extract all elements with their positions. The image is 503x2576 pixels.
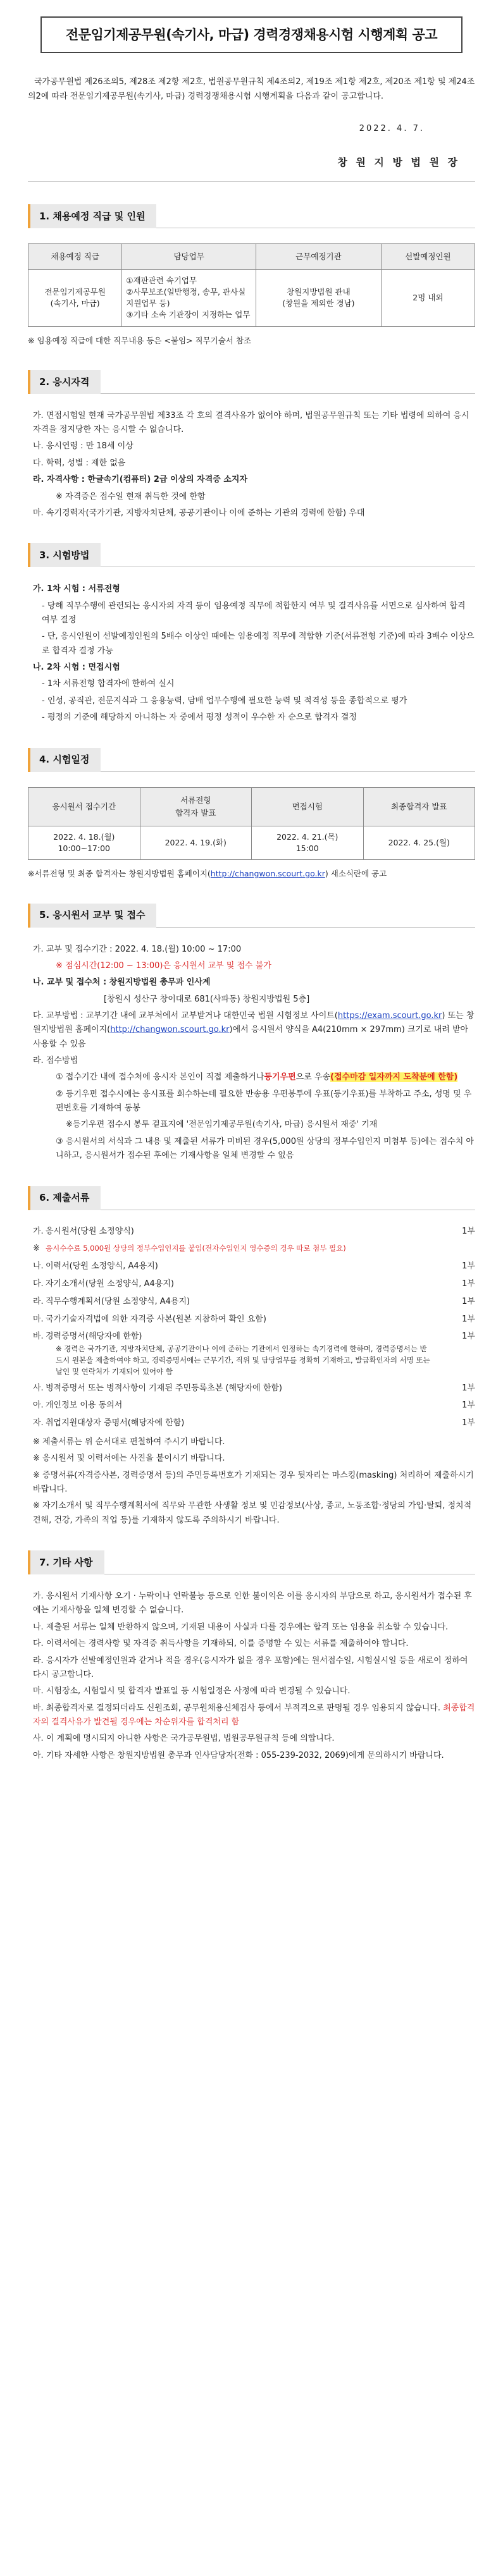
list-item: 가. 면접시험일 현재 국가공무원법 제33조 각 호의 결격사유가 없어야 하며, 법원공무원규칙 또는 기타 법령에 의하여 응시자격을 정지당한 자는 응시할 수 없습니다. (33, 410, 469, 435)
section-header (28, 904, 475, 928)
document-count: 1부 (462, 1401, 475, 1411)
court-homepage-link[interactable]: http://changwon.scourt.go.kr (110, 1025, 230, 1035)
table-row (28, 826, 475, 860)
list-item: 라. 응시자가 선발예정인원과 같거나 적을 경우(응시자가 없을 경우 포함)에는 원서접수일, 시험실시일 등을 새로이 정하여 다시 공고합니다. (33, 1655, 468, 1679)
table-header: 면접시험 (252, 787, 364, 826)
schedule-table (28, 787, 475, 861)
document-label: 병적증명서 또는 병적사항이 기재된 주민등록초본 (해당자에 한함) (46, 1383, 283, 1393)
schedule-note: ※서류전형 및 최종 합격자는 창원지방법원 홈페이지(http://changwon.scourt.go.kr) 새소식란에 공고 (28, 869, 387, 879)
section-title: 1. 채용예정 직급 및 인원 (28, 204, 156, 228)
list-item: 라. 접수방법 (33, 1056, 78, 1066)
list-item: 다. 학력, 성별 : 제한 없음 (33, 458, 126, 468)
list-item: 나. 제출된 서류는 일체 반환하지 않으며, 기재된 내용이 사실과 다를 경우에는 합격 또는 임용을 취소할 수 있습니다. (33, 1622, 449, 1632)
list-item-note: ※등기우편 접수시 봉투 겉표지에 '전문임기제공무원(속기사, 마급) 응시원서 재중' 기재 (66, 1120, 378, 1130)
table-cell-duties (122, 270, 256, 327)
table-cell: 2022. 4. 25.(월) (363, 826, 475, 860)
document-count: 1부 (462, 1332, 475, 1342)
table-cell: 2022. 4. 19.(화) (140, 826, 252, 860)
list-item: 다. 교부방법 : 교부기간 내에 교부처에서 교부받거나 대한민국 법원 시험정보 사이트(https://exam.scourt.go.kr) 또는 창원지방법원 홈페이지(http://changwon.scourt.go.kr)에서 응시원서 양식을 A4(210mm × 297mm) 크기로 내려 받아 사용할 수 있음 (33, 1010, 475, 1049)
list-item: - 평정의 기준에 해당하지 아니하는 자 중에서 평정 성적이 우수한 자 순으로 합격자 결정 (42, 713, 357, 723)
list-item: ③ 응시원서의 서식과 그 내용 및 제출된 서류가 미비된 경우(5,000원 상당의 정부수입인지 미첨부 등)에는 접수치 아니하고, 응시원서가 접수된 후에는 기재사항을 일체 변경할 수 없음 (56, 1136, 474, 1161)
table-cell: 2022. 4. 21.(목) 15:00 (252, 826, 364, 860)
list-item: - 인성, 공직관, 전문지식과 그 응용능력, 담배 업무수행에 필요한 능력 및 적격성 등을 종합적으로 평가 (42, 696, 407, 706)
list-item: 사. 이 계획에 명시되지 아니한 사항은 국가공무원법, 법원공무원규칙 등에 의합니다. (33, 1734, 335, 1744)
section-header (28, 1550, 475, 1574)
document-row (28, 1417, 475, 1430)
list-item: 나. 교부 및 접수처 : 창원지방법원 총무과 인사계 (33, 978, 211, 988)
announcement-date: 2022. 4. 7. (359, 123, 425, 133)
document-row (28, 1278, 475, 1291)
document-row (28, 1313, 475, 1327)
list-item: 마. 속기경력자(국가기관, 지방자치단체, 공공기관이나 이에 준하는 기관의 경력에 한함) 우대 (33, 508, 365, 518)
table-header: 최종합격자 발표 (363, 787, 475, 826)
table-header: 응시원서 접수기간 (28, 787, 140, 826)
document-label: 직무수행계획서(당원 소정양식, A4용지) (46, 1296, 190, 1306)
document-marker: 마. (33, 1314, 44, 1324)
document-row (28, 1296, 475, 1309)
table-row (28, 270, 475, 327)
document-count: 1부 (462, 1279, 475, 1289)
document-count: 1부 (462, 1383, 475, 1393)
list-item-note: ※ 증명서류(자격증사본, 경력증명서 등)의 주민등록번호가 기재되는 경우 뒷자리는 마스킹(masking) 처리하여 제출하시기 바랍니다. (33, 1470, 474, 1495)
document-marker: 바. (33, 1332, 44, 1342)
table-header: 담당업무 (122, 243, 256, 269)
document-label: 응시수수료 5,000원 상당의 정부수입인지를 붙임(전자수입인지 영수증의 경우 따로 첨부 필요) (46, 1244, 346, 1253)
document-row (28, 1382, 475, 1395)
list-item-note: ※ 점심시간(12:00 ~ 13:00)은 응시원서 교부 및 접수 불가 (56, 960, 271, 971)
document-count: 1부 (462, 1261, 475, 1272)
section-header (28, 1186, 475, 1210)
document-marker: 사. (33, 1383, 44, 1393)
document-label: 개인정보 이용 동의서 (46, 1401, 123, 1411)
list-item: 아. 기타 자세한 사항은 창원지방법원 총무과 인사담당자(전화 : 055-239-2032, 2069)에게 문의하시기 바랍니다. (33, 1750, 444, 1760)
list-item: ① 접수기간 내에 접수처에 응시자 본인이 직접 제출하거나등기우편으로 우송(접수마감 일자까지 도착분에 한함) (56, 1072, 458, 1083)
documents-list (28, 1382, 475, 1430)
duty-item: ①재판관련 속기업무 (126, 276, 197, 285)
table-cell-rank: 전문임기제공무원 (속기사, 마급) (28, 270, 122, 327)
list-item: 나. 응시연령 : 만 18세 이상 (33, 441, 134, 451)
document-marker: 나. (33, 1261, 44, 1272)
list-item: 다. 이력서에는 경력사항 및 자격증 취득사항을 기재하되, 이를 증명할 수 있는 서류를 제출하여야 합니다. (33, 1639, 409, 1649)
document-label: 자기소개서(당원 소정양식, A4용지) (46, 1279, 174, 1289)
document-label: 국가기술자격법에 의한 자격증 사본(원본 지참하여 확인 요함) (46, 1314, 266, 1324)
list-item: - 당해 직무수행에 관련되는 응시자의 자격 등이 임용예정 직무에 적합한지 여부 및 결격사유를 서면으로 심사하여 합격 여부 결정 (42, 601, 466, 625)
duty-item: ③기타 소속 기관장이 지정하는 업무 (126, 310, 251, 320)
section-title: 3. 시험방법 (28, 543, 101, 567)
list-item: - 1차 서류전형 합격자에 한하여 실시 (42, 679, 175, 689)
document-marker: ※ (33, 1244, 40, 1254)
issuer-name: 창 원 지 방 법 원 장 (337, 156, 460, 168)
document-row (28, 1260, 475, 1273)
section-title: 2. 응시자격 (28, 370, 101, 394)
duty-item: ②사무보조(일반행정, 송무, 관사실 지원업무 등) (126, 287, 246, 309)
list-item: 가. 교부 및 접수기간 : 2022. 4. 18.(월) 10:00 ~ 17:00 (33, 944, 242, 954)
documents-notes (28, 1435, 475, 1528)
document-marker: 아. (33, 1401, 44, 1411)
list-item-note: ※ 응시원서 및 이력서에는 사진을 붙이시기 바랍니다. (33, 1454, 225, 1464)
list-item: 가. 1차 시험 : 서류전형 (33, 584, 120, 594)
exam-site-link[interactable]: https://exam.scourt.go.kr (337, 1010, 442, 1021)
list-item: ② 등기우편 접수시에는 응시표를 회수하는데 필요한 반송용 우편봉투에 우표(등기우표)를 부착하고 주소, 성명 및 우편번호를 기재하여 동봉 (56, 1089, 472, 1113)
intro-paragraph: 국가공무원법 제26조의5, 제28조 제2항 제2호, 법원공무원규칙 제4조의2, 제19조 제1항 제2호, 제20조 제1항 및 제24조의2에 따라 전문임기제공무원(속기사, 마급) 경력경쟁채용시험 시행계획을 다음과 같이 공고합니다. (28, 77, 475, 102)
list-item: 가. 응시원서 기재사항 오기 · 누락이나 연락불능 등으로 인한 불이익은 이를 응시자의 부담으로 하고, 응시원서가 접수된 후에는 기재사항을 일체 변경할 수 없습니다. (33, 1592, 472, 1616)
table-cell: 2022. 4. 18.(월) 10:00~17:00 (28, 826, 140, 860)
section-header (28, 748, 475, 772)
court-homepage-link[interactable]: http://changwon.scourt.go.kr (210, 869, 325, 879)
document-marker: 자. (33, 1418, 44, 1428)
section-title: 7. 기타 사항 (28, 1550, 104, 1574)
address: [창원시 성산구 창이대로 681(사파동) 창원지방법원 5층] (104, 994, 310, 1004)
document-label: 응시원서(당원 소정양식) (46, 1226, 134, 1236)
table-cell-org: 창원지방법원 관내 (창원을 제외한 경남) (256, 270, 382, 327)
section-title: 6. 제출서류 (28, 1186, 101, 1210)
document-marker: 라. (33, 1296, 44, 1306)
section-header (28, 543, 475, 567)
document-label: 취업지원대상자 증명서(해당자에 한함) (46, 1418, 185, 1428)
section-header (28, 370, 475, 394)
section-title: 5. 응시원서 교부 및 접수 (28, 904, 156, 928)
list-item-note: ※ 제출서류는 위 순서대로 편철하여 주시기 바랍니다. (33, 1437, 225, 1447)
document-count: 1부 (462, 1296, 475, 1306)
title-box (40, 16, 463, 53)
table-note: ※ 임용예정 직급에 대한 직무내용 등은 <붙임> 직무기술서 참조 (28, 335, 252, 345)
document-marker: 다. (33, 1279, 44, 1289)
document-row (28, 1399, 475, 1413)
list-item: 마. 시험장소, 시험일시 및 합격자 발표일 등 시험일정은 사정에 따라 변경될 수 있습니다. (33, 1686, 351, 1696)
document-row (28, 1330, 475, 1344)
document-count: 1부 (462, 1418, 475, 1428)
list-item: 라. 자격사항 : 한글속기(컴퓨터) 2급 이상의 자격증 소지자 (33, 475, 248, 485)
table-header: 채용예정 직급 (28, 243, 122, 269)
section-title: 4. 시험일정 (28, 748, 101, 772)
section-header (28, 204, 475, 228)
document-row (28, 1225, 475, 1239)
document-row (28, 1242, 475, 1256)
list-item-note: ※ 자기소개서 및 직무수행계획서에 직무와 무관한 사생활 정보 및 민감정보(사상, 종교, 노동조합·정당의 가입·탈퇴, 정치적 견해, 건강, 가족의 직업 등)를 기재하지 않도록 주의하시기 바랍니다. (33, 1501, 472, 1525)
recruitment-table (28, 243, 475, 327)
documents-list (28, 1225, 475, 1344)
document-count: 1부 (462, 1314, 475, 1324)
table-header: 선발예정인원 (381, 243, 475, 269)
list-item: - 단, 응시인원이 선발예정인원의 5배수 이상인 때에는 임용예정 직무에 적합한 기준(서류전형 기준)에 따라 3배수 이상으로 합격자 결정 가능 (42, 632, 475, 656)
table-header: 근무예정기관 (256, 243, 382, 269)
table-header: 서류전형 합격자 발표 (140, 787, 252, 826)
document-label: 경력증명서(해당자에 한함) (46, 1332, 142, 1342)
document-count: 1부 (462, 1226, 475, 1236)
document-marker: 가. (33, 1226, 44, 1236)
list-item-note: ※ 자격증은 접수일 현재 취득한 것에 한함 (56, 491, 206, 501)
list-item: 바. 최종합격자로 결정되더라도 신원조회, 공무원채용신체검사 등에서 부적격으로 판명될 경우 임용되지 않습니다. 최종합격자의 결격사유가 발견될 경우에는 차순위자를 합격처리 함 (33, 1703, 475, 1727)
table-cell-count: 2명 내외 (381, 270, 475, 327)
document-label: 이력서(당원 소정양식, A4용지) (46, 1261, 158, 1272)
list-item: 나. 2차 시험 : 면접시험 (33, 663, 120, 673)
page-title: 전문임기제공무원(속기사, 마급) 경력경쟁채용시험 시행계획 공고 (65, 27, 438, 42)
experience-note: ※ 경력은 국가기관, 지방자치단체, 공공기관이나 이에 준하는 기관에서 인정하는 속기경력에 한하며, 경력증명서는 반드시 원본을 제출하여야 하고, 경력증명서에는 근무기간, 직위 및 담당업무를 정확히 기재하고, 발급확인자의 서명 또는 날인 및 연락처가 기재되어 있어야 함 (56, 1344, 430, 1376)
